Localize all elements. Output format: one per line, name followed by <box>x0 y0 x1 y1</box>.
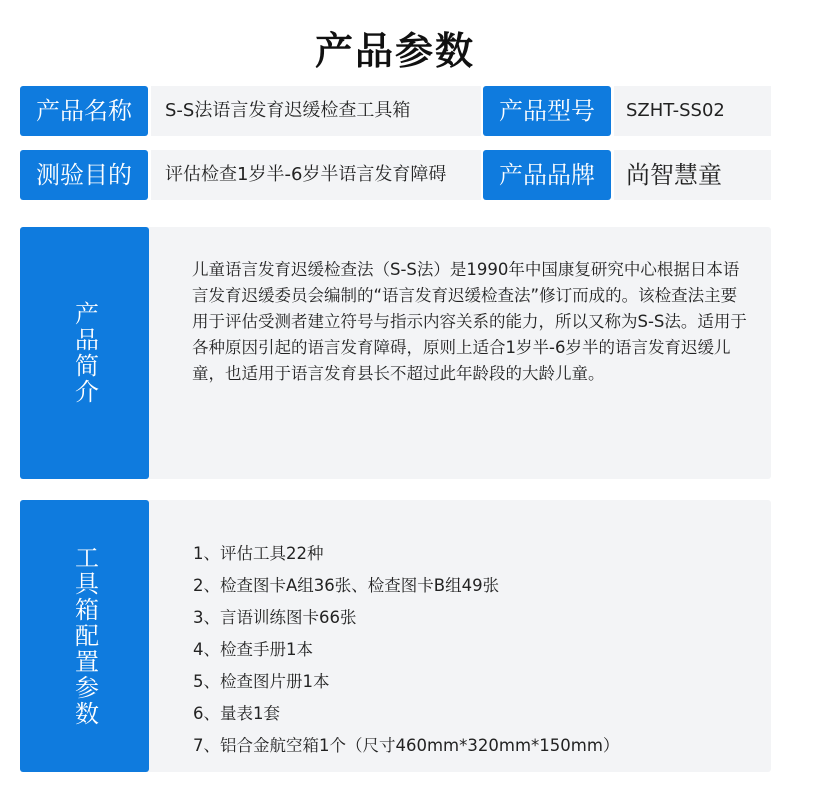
test-purpose-label: 测验目的 <box>20 150 148 200</box>
spec-row-purpose-brand <box>20 150 771 200</box>
product-brand-value: 尚智慧童 <box>614 150 771 200</box>
kit-config-label: 工具箱配置参数 <box>70 545 99 727</box>
kit-config-list <box>193 538 619 762</box>
kit-item: 1、评估工具22种 <box>193 544 324 563</box>
product-intro-section <box>20 227 771 479</box>
kit-config-section <box>20 500 771 772</box>
product-brand-label: 产品品牌 <box>483 150 611 200</box>
product-intro-label-box <box>20 227 149 479</box>
kit-item: 5、检查图片册1本 <box>193 672 330 691</box>
product-model-value: SZHT-SS02 <box>614 86 771 136</box>
product-name-label: 产品名称 <box>20 86 148 136</box>
page-title: 产品参数 <box>314 29 475 74</box>
kit-config-label-box <box>20 500 149 772</box>
product-model-label: 产品型号 <box>483 86 611 136</box>
product-intro-text: 儿童语言发育迟缓检查法（S-S法）是1990年中国康复研究中心根据日本语言发育迟缓委员会编制的“语言发育迟缓检查法”修订而成的。该检查法主要用于评估受测者建立符号与指示内容关系的能力，所以又称为S-S法。适用于各种原因引起的语言发育障碍，原则上适合1岁半-6岁半的语言发育迟缓儿童，也适用于语言发育县长不超过此年龄段的大龄儿童。 <box>192 260 747 383</box>
product-intro-label: 产品简介 <box>70 301 99 405</box>
spec-row-name-model <box>20 86 771 136</box>
kit-item: 4、检查手册1本 <box>193 640 313 659</box>
test-purpose-value: 评估检查1岁半-6岁半语言发育障碍 <box>151 150 481 200</box>
kit-item: 2、检查图卡A组36张、检查图卡B组49张 <box>193 576 500 595</box>
kit-item: 3、言语训练图卡66张 <box>193 608 357 627</box>
product-name-value: S-S法语言发育迟缓检查工具箱 <box>151 86 481 136</box>
kit-item: 7、铝合金航空箱1个（尺寸460mm*320mm*150mm） <box>193 736 620 755</box>
kit-item: 6、量表1套 <box>193 704 280 723</box>
